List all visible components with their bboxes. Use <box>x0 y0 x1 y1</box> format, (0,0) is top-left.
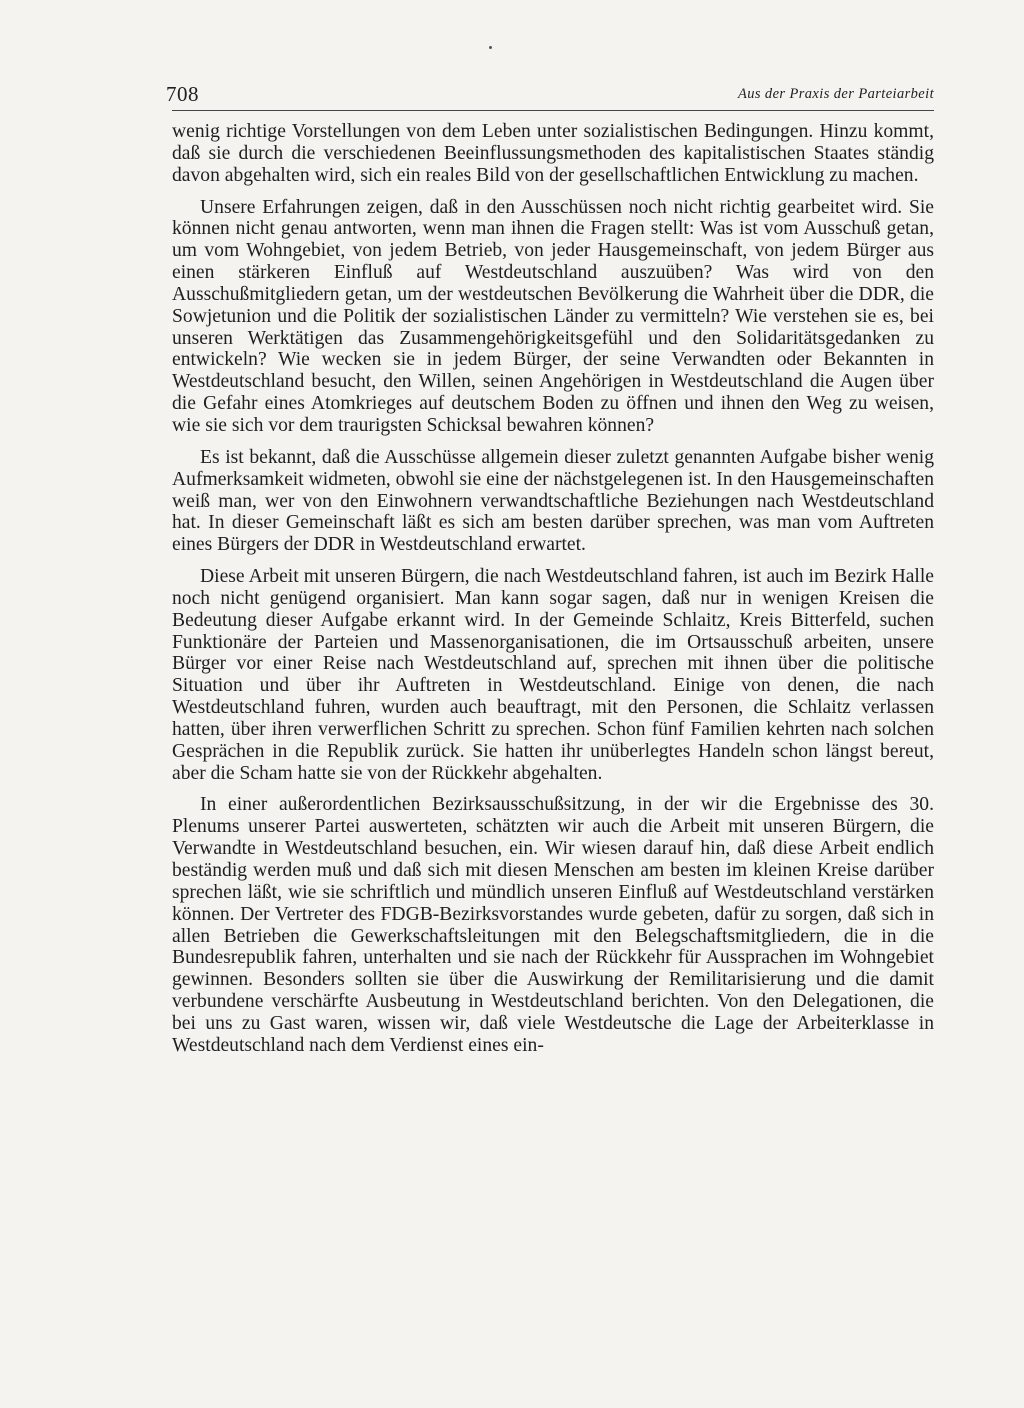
page-number: 708 <box>166 82 199 106</box>
scan-speck <box>489 46 492 49</box>
paragraph: Es ist bekannt, daß die Ausschüsse allgemein dieser zuletzt genannten Aufgabe bisher wenig Aufmerksamkeit widmeten, obwohl sie eine der nächstgelegenen ist. In den Hausgemeinschaften weiß man, wer von den Einwohnern verwandtschaftliche Beziehungen nach Westdeutschland hat. In dieser Gemeinschaft läßt es sich am besten darüber sprechen, was man vom Auftreten eines Bürgers der DDR in Westdeutschland erwartet. <box>172 446 934 556</box>
paragraph: wenig richtige Vorstellungen von dem Leben unter sozialistischen Bedingungen. Hinzu kommt, daß sie durch die verschiedenen Beeinflussungsmethoden des kapitalistischen Staates ständig davon abgehalten wird, sich ein reales Bild von der gesellschaftlichen Entwicklung zu machen. <box>172 121 934 186</box>
paragraph: In einer außerordentlichen Bezirksausschußsitzung, in der wir die Ergebnisse des 30. Plenums unserer Partei auswerteten, schätzten wir auch die Arbeit mit unseren Bürgern, die Verwandte in Westdeutschland besuchen, ein. Wir wiesen darauf hin, daß diese Arbeit endlich beständig werden muß und daß sich mit diesen Menschen am besten im kleinen Kreise darüber sprechen läßt, wie sie schriftlich und mündlich unseren Einfluß auf Westdeutschland verstärken können. Der Vertreter des FDGB-Bezirksvorstandes wurde gebeten, dafür zu sorgen, daß sich in allen Betrieben die Gewerkschaftsleitungen mit den Belegschaftsmitgliedern, die in die Bundesrepublik fahren, unterhalten und sie nach der Rückkehr für Aussprachen im Wohngebiet gewinnen. Besonders sollten sie über die Auswirkung der Remilitarisierung und die damit verbundene verschärfte Ausbeutung in Westdeutschland berichten. Von den Delegationen, die bei uns zu Gast waren, wissen wir, daß viele Westdeutsche die Lage der Arbeiterklasse in Westdeutschland nach dem Verdienst eines ein- <box>172 794 934 1056</box>
page-header <box>166 80 934 111</box>
body-text <box>172 121 934 1057</box>
paragraph: Diese Arbeit mit unseren Bürgern, die nach Westdeutschland fahren, ist auch im Bezirk Halle noch nicht genügend organisiert. Man kann sogar sagen, daß nur in wenigen Kreisen die Bedeutung dieser Aufgabe erkannt wird. In der Gemeinde Schlaitz, Kreis Bitterfeld, suchen Funktionäre der Parteien und Massenorganisationen, die im Ortsausschuß arbeiten, unsere Bürger vor einer Reise nach Westdeutschland auf, sprechen mit ihnen über die politische Situation und über ihr Auftreten in Westdeutschland. Einige von denen, die nach Westdeutschland fuhren, wurden auch beauftragt, mit den Personen, die Schlaitz verlassen hatten, über ihren verwerflichen Schritt zu sprechen. Schon fünf Familien kehrten nach solchen Gesprächen in die Republik zurück. Sie hatten ihr unüberlegtes Handeln schon längst bereut, aber die Scham hatte sie von der Rückkehr abgehalten. <box>172 566 934 784</box>
document-page <box>166 80 934 1057</box>
running-head: Aus der Praxis der Parteiarbeit <box>737 86 934 102</box>
paragraph: Unsere Erfahrungen zeigen, daß in den Ausschüssen noch nicht richtig gearbeitet wird. Sie können nicht genau antworten, wenn man ihnen die Fragen stellt: Was ist vom Ausschuß getan, um vom Wohngebiet, von jedem Betrieb, von jeder Hausgemeinschaft, von jedem Bürger aus einen stärkeren Einfluß auf Westdeutschland auszuüben? Was wird von den Ausschußmitgliedern getan, um der westdeutschen Bevölkerung die Wahrheit über die DDR, die Sowjetunion und die Politik der sozialistischen Länder zu vermitteln? Wie verstehen sie es, bei unseren Werktätigen das Zusammengehörigkeitsgefühl und den Solidaritätsgedanken zu entwickeln? Wie wecken sie in jedem Bürger, der seine Verwandten oder Bekannten in Westdeutschland besucht, den Willen, seinen Angehörigen in Westdeutschland die Augen über die Gefahr eines Atomkrieges auf deutschem Boden zu öffnen und ihnen den Weg zu weisen, wie sie sich vor dem traurigsten Schicksal bewahren können? <box>172 196 934 436</box>
